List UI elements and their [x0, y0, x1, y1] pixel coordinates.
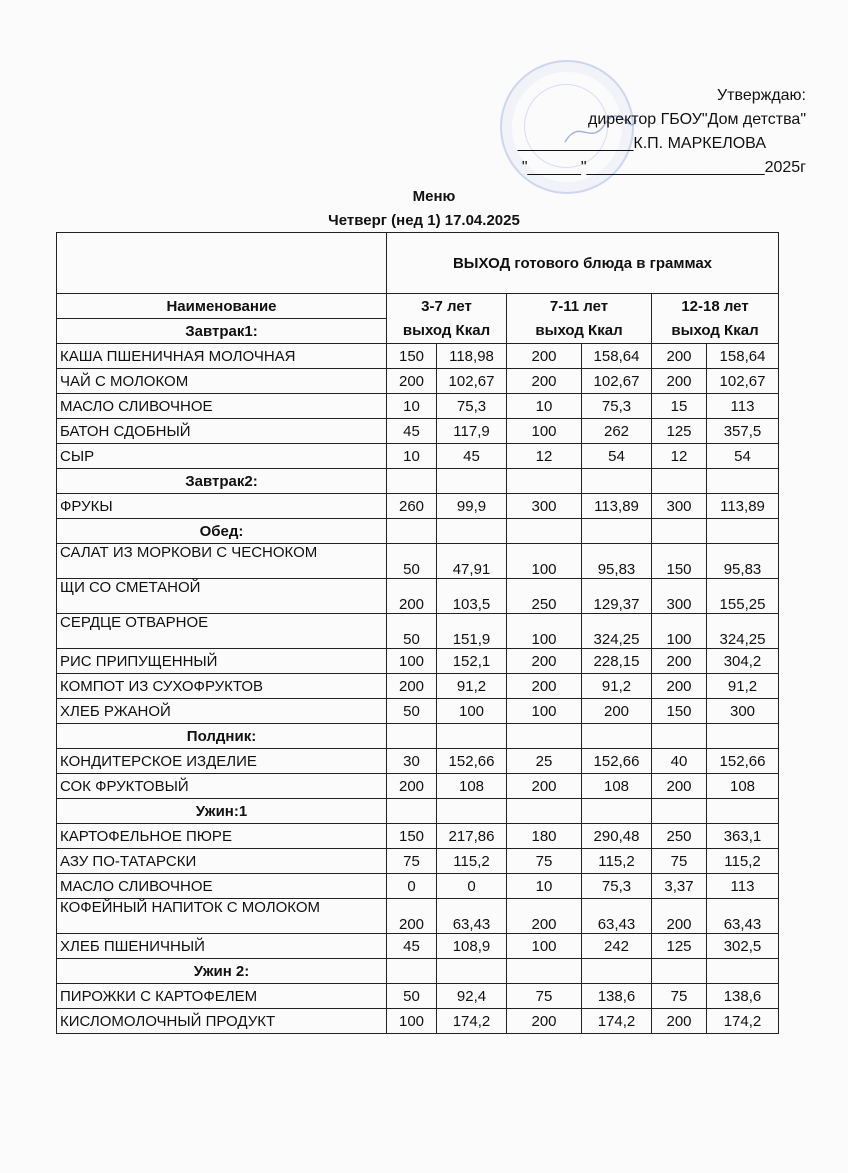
portion-cell: 50 — [387, 614, 437, 649]
portion-cell: 200 — [652, 899, 707, 934]
table-row — [57, 774, 779, 799]
portion-cell: 15 — [652, 394, 707, 419]
portion-cell: 75 — [507, 849, 582, 874]
portion-cell: 100 — [387, 1009, 437, 1034]
portion-cell: 200 — [507, 649, 582, 674]
kcal-cell: 108,9 — [437, 934, 507, 959]
portion-cell: 200 — [507, 674, 582, 699]
section-header: Полдник: — [57, 724, 387, 749]
kcal-cell: 117,9 — [437, 419, 507, 444]
portion-cell: 200 — [652, 649, 707, 674]
menu-date-line: Четверг (нед 1) 17.04.2025 — [328, 212, 520, 229]
kcal-cell: 63,43 — [437, 899, 507, 934]
portion-cell: 125 — [652, 934, 707, 959]
kcal-cell: 158,64 — [707, 344, 779, 369]
portion-cell: 30 — [387, 749, 437, 774]
table-row — [57, 544, 779, 579]
approval-line-4: "______"____________________2025г — [521, 159, 806, 176]
dish-name: МАСЛО СЛИВОЧНОЕ — [57, 874, 387, 899]
kcal-cell: 290,48 — [582, 824, 652, 849]
kcal-cell: 45 — [437, 444, 507, 469]
portion-cell: 10 — [387, 444, 437, 469]
kcal-cell: 115,2 — [437, 849, 507, 874]
portion-cell: 50 — [387, 544, 437, 579]
portion-cell: 260 — [387, 494, 437, 519]
table-row — [57, 824, 779, 849]
portion-cell: 150 — [652, 544, 707, 579]
portion-cell: 300 — [652, 494, 707, 519]
portion-cell: 200 — [387, 899, 437, 934]
section-row — [57, 799, 779, 824]
kcal-cell: 324,25 — [707, 614, 779, 649]
kcal-cell: 152,66 — [707, 749, 779, 774]
portion-cell: 50 — [387, 699, 437, 724]
table-row — [57, 344, 779, 369]
kcal-cell: 113,89 — [582, 494, 652, 519]
kcal-cell: 63,43 — [707, 899, 779, 934]
portion-cell: 180 — [507, 824, 582, 849]
portion-cell: 12 — [507, 444, 582, 469]
kcal-cell: 200 — [582, 699, 652, 724]
kcal-cell: 151,9 — [437, 614, 507, 649]
portion-cell: 200 — [652, 369, 707, 394]
kcal-cell: 115,2 — [582, 849, 652, 874]
table-row — [57, 984, 779, 1009]
kcal-cell: 300 — [707, 699, 779, 724]
section-row — [57, 469, 779, 494]
portion-cell: 100 — [507, 699, 582, 724]
portion-cell: 150 — [652, 699, 707, 724]
kcal-cell: 302,5 — [707, 934, 779, 959]
portion-cell: 25 — [507, 749, 582, 774]
portion-cell: 3,37 — [652, 874, 707, 899]
section-row — [57, 519, 779, 544]
portion-cell: 150 — [387, 344, 437, 369]
portion-cell: 200 — [387, 369, 437, 394]
kcal-cell: 115,2 — [707, 849, 779, 874]
table-row — [57, 649, 779, 674]
kcal-cell: 304,2 — [707, 649, 779, 674]
portion-cell: 200 — [652, 674, 707, 699]
portion-cell: 45 — [387, 419, 437, 444]
portion-cell: 100 — [507, 934, 582, 959]
dish-name: КОМПОТ ИЗ СУХОФРУКТОВ — [57, 674, 387, 699]
portion-cell: 200 — [387, 774, 437, 799]
dish-name: КИСЛОМОЛОЧНЫЙ ПРОДУКТ — [57, 1009, 387, 1034]
section-header: Ужин:1 — [57, 799, 387, 824]
portion-cell: 250 — [652, 824, 707, 849]
kcal-cell: 103,5 — [437, 579, 507, 614]
section-header: Завтрак2: — [57, 469, 387, 494]
kcal-cell: 217,86 — [437, 824, 507, 849]
portion-cell: 75 — [652, 849, 707, 874]
table-row — [57, 394, 779, 419]
dish-name: КОФЕЙНЫЙ НАПИТОК С МОЛОКОМ — [57, 899, 387, 934]
section-header: Обед: — [57, 519, 387, 544]
kcal-cell: 95,83 — [707, 544, 779, 579]
kcal-cell: 138,6 — [707, 984, 779, 1009]
kcal-cell: 91,2 — [582, 674, 652, 699]
kcal-cell: 129,37 — [582, 579, 652, 614]
table-row — [57, 494, 779, 519]
kcal-cell: 242 — [582, 934, 652, 959]
dish-name: МАСЛО СЛИВОЧНОЕ — [57, 394, 387, 419]
kcal-cell: 91,2 — [437, 674, 507, 699]
table-row — [57, 579, 779, 614]
portion-cell: 0 — [387, 874, 437, 899]
kcal-cell: 152,66 — [437, 749, 507, 774]
portion-cell: 75 — [507, 984, 582, 1009]
dish-name: АЗУ ПО-ТАТАРСКИ — [57, 849, 387, 874]
dish-name: БАТОН СДОБНЫЙ — [57, 419, 387, 444]
portion-cell: 200 — [507, 1009, 582, 1034]
portion-cell: 75 — [387, 849, 437, 874]
kcal-cell: 138,6 — [582, 984, 652, 1009]
kcal-cell: 47,91 — [437, 544, 507, 579]
portion-cell: 50 — [387, 984, 437, 1009]
table-row — [57, 849, 779, 874]
approval-line-2: директор ГБОУ"Дом детства" — [588, 111, 806, 128]
kcal-cell: 174,2 — [437, 1009, 507, 1034]
kcal-cell: 91,2 — [707, 674, 779, 699]
kcal-cell: 174,2 — [582, 1009, 652, 1034]
portion-cell: 12 — [652, 444, 707, 469]
portion-cell: 200 — [387, 579, 437, 614]
portion-cell: 150 — [387, 824, 437, 849]
table-row — [57, 699, 779, 724]
approval-block — [518, 84, 806, 180]
dish-name: ЩИ СО СМЕТАНОЙ — [57, 579, 387, 614]
portion-cell: 75 — [652, 984, 707, 1009]
kcal-cell: 113,89 — [707, 494, 779, 519]
table-row — [57, 369, 779, 394]
portion-cell: 300 — [652, 579, 707, 614]
output-header: ВЫХОД готового блюда в граммах — [387, 233, 779, 294]
kcal-cell: 108 — [437, 774, 507, 799]
dish-name: СОК ФРУКТОВЫЙ — [57, 774, 387, 799]
portion-cell: 250 — [507, 579, 582, 614]
kcal-cell: 363,1 — [707, 824, 779, 849]
table-row — [57, 1009, 779, 1034]
dish-name: КАРТОФЕЛЬНОЕ ПЮРЕ — [57, 824, 387, 849]
age-group-3-7: 3-7 лет выход Ккал — [387, 294, 507, 344]
kcal-cell: 75,3 — [582, 874, 652, 899]
kcal-cell: 99,9 — [437, 494, 507, 519]
portion-cell: 200 — [652, 774, 707, 799]
table-row — [57, 419, 779, 444]
section-row — [57, 724, 779, 749]
portion-cell: 100 — [652, 614, 707, 649]
portion-cell: 200 — [507, 369, 582, 394]
dish-name: СЕРДЦЕ ОТВАРНОЕ — [57, 614, 387, 649]
kcal-cell: 158,64 — [582, 344, 652, 369]
portion-cell: 10 — [387, 394, 437, 419]
portion-cell: 100 — [507, 544, 582, 579]
portion-cell: 10 — [507, 394, 582, 419]
kcal-cell: 75,3 — [582, 394, 652, 419]
portion-cell: 100 — [507, 419, 582, 444]
kcal-cell: 152,66 — [582, 749, 652, 774]
kcal-cell: 113 — [707, 874, 779, 899]
age-group-7-11: 7-11 лет выход Ккал — [507, 294, 652, 344]
dish-name: ПИРОЖКИ С КАРТОФЕЛЕМ — [57, 984, 387, 1009]
kcal-cell: 54 — [582, 444, 652, 469]
kcal-cell: 174,2 — [707, 1009, 779, 1034]
kcal-cell: 155,25 — [707, 579, 779, 614]
kcal-cell: 108 — [707, 774, 779, 799]
menu-table — [56, 232, 779, 1034]
kcal-cell: 63,43 — [582, 899, 652, 934]
kcal-cell: 100 — [437, 699, 507, 724]
table-row — [57, 874, 779, 899]
kcal-cell: 324,25 — [582, 614, 652, 649]
kcal-cell: 262 — [582, 419, 652, 444]
kcal-cell: 113 — [707, 394, 779, 419]
portion-cell: 200 — [507, 899, 582, 934]
dish-name: САЛАТ ИЗ МОРКОВИ С ЧЕСНОКОМ — [57, 544, 387, 579]
portion-cell: 200 — [507, 344, 582, 369]
portion-cell: 100 — [387, 649, 437, 674]
portion-cell: 100 — [507, 614, 582, 649]
dish-name: СЫР — [57, 444, 387, 469]
kcal-cell: 108 — [582, 774, 652, 799]
table-row — [57, 614, 779, 649]
table-row — [57, 934, 779, 959]
portion-cell: 125 — [652, 419, 707, 444]
approval-line-3: _____________К.П. МАРКЕЛОВА — [517, 135, 766, 152]
portion-cell: 200 — [652, 344, 707, 369]
kcal-cell: 152,1 — [437, 649, 507, 674]
dish-name: ЧАЙ С МОЛОКОМ — [57, 369, 387, 394]
kcal-cell: 118,98 — [437, 344, 507, 369]
approval-line-1: Утверждаю: — [717, 87, 806, 104]
section-header: Ужин 2: — [57, 959, 387, 984]
portion-cell: 200 — [652, 1009, 707, 1034]
dish-name: ХЛЕБ РЖАНОЙ — [57, 699, 387, 724]
dish-name: ХЛЕБ ПШЕНИЧНЫЙ — [57, 934, 387, 959]
age-group-12-18: 12-18 лет выход Ккал — [652, 294, 779, 344]
table-row — [57, 444, 779, 469]
name-header: Наименование — [57, 294, 387, 319]
kcal-cell: 102,67 — [437, 369, 507, 394]
kcal-cell: 357,5 — [707, 419, 779, 444]
kcal-cell: 75,3 — [437, 394, 507, 419]
table-row — [57, 899, 779, 934]
section-row — [57, 959, 779, 984]
kcal-cell: 228,15 — [582, 649, 652, 674]
section-header: Завтрак1: — [57, 319, 387, 344]
table-row — [57, 749, 779, 774]
portion-cell: 200 — [387, 674, 437, 699]
kcal-cell: 102,67 — [582, 369, 652, 394]
kcal-cell: 0 — [437, 874, 507, 899]
portion-cell: 10 — [507, 874, 582, 899]
dish-name: КАША ПШЕНИЧНАЯ МОЛОЧНАЯ — [57, 344, 387, 369]
portion-cell: 200 — [507, 774, 582, 799]
portion-cell: 300 — [507, 494, 582, 519]
dish-name: ФРУКЫ — [57, 494, 387, 519]
table-row — [57, 674, 779, 699]
menu-title: Меню — [412, 188, 456, 205]
kcal-cell: 54 — [707, 444, 779, 469]
portion-cell: 45 — [387, 934, 437, 959]
kcal-cell: 92,4 — [437, 984, 507, 1009]
kcal-cell: 95,83 — [582, 544, 652, 579]
kcal-cell: 102,67 — [707, 369, 779, 394]
portion-cell: 40 — [652, 749, 707, 774]
dish-name: РИС ПРИПУЩЕННЫЙ — [57, 649, 387, 674]
dish-name: КОНДИТЕРСКОЕ ИЗДЕЛИЕ — [57, 749, 387, 774]
